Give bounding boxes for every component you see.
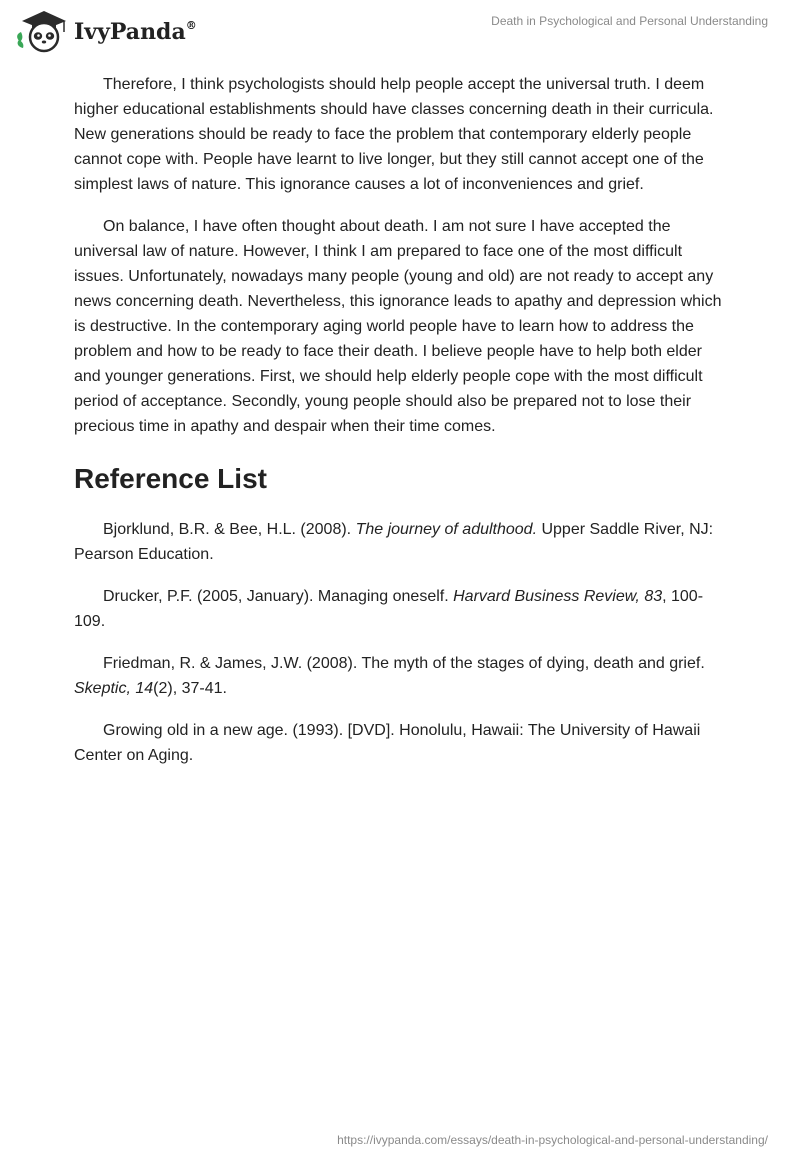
- reference-list-heading: Reference List: [74, 463, 267, 494]
- logo-text: IvyPanda: [74, 19, 186, 45]
- reference-text: Drucker, P.F. (2005, January). Managing oneself.: [103, 588, 454, 605]
- page-header: [0, 0, 800, 60]
- reference-title: Harvard Business Review, 83: [453, 588, 663, 605]
- reference-text: Upper Saddle River, NJ: Pearson Education.: [74, 521, 714, 563]
- ivypanda-logo[interactable]: [14, 8, 197, 54]
- reference-text: Growing old in a new age. (1993). [DVD]. Honolulu, Hawaii: The University of Hawaii Center on Aging.: [74, 722, 701, 764]
- panda-graduate-icon: [14, 8, 74, 54]
- reference-entry: [74, 651, 724, 701]
- reference-text: Bjorklund, B.R. & Bee, H.L. (2008).: [103, 521, 356, 538]
- reference-text: (2), 37-41.: [153, 680, 227, 697]
- reference-entry: [74, 517, 724, 567]
- reference-entry: [74, 718, 724, 768]
- essay-content: [74, 72, 724, 785]
- reference-entry: [74, 584, 724, 634]
- reference-title: Skeptic, 14: [74, 680, 154, 697]
- body-paragraph: Therefore, I think psychologists should help people accept the universal truth. I deem higher educational establishments should have classes concerning death in their curricula. New generations should be ready to face the problem that contemporary elderly people cannot cope with. People have learnt to live longer, but they still cannot accept one of the simplest laws of nature. This ignorance causes a lot of inconveniences and grief.: [74, 76, 714, 193]
- body-paragraph: On balance, I have often thought about death. I am not sure I have accepted the universal law of nature. However, I think I am prepared to face one of the most difficult issues. Unfortunately, nowadays many people (young and old) are not ready to accept any news concerning death. Nevertheless, this ignorance leads to apathy and depression which is destructive. In the contemporary aging world people have to learn how to address the problem and how to be ready to face their death. I believe people have to help both elder and younger generations. First, we should help elderly people cope with the most difficult period of acceptance. Secondly, young people should also be prepared not to lose their precious time in apathy and despair when their time comes.: [74, 218, 722, 435]
- registered-mark: ®: [185, 18, 197, 32]
- document-title: Death in Psychological and Personal Understanding: [491, 14, 768, 28]
- source-url-link[interactable]: https://ivypanda.com/essays/death-in-psychological-and-personal-understanding/: [337, 1133, 768, 1147]
- reference-text: Friedman, R. & James, J.W. (2008). The myth of the stages of dying, death and grief.: [103, 655, 705, 672]
- reference-title: The journey of adulthood.: [355, 521, 538, 538]
- reference-text: , 100-109.: [74, 588, 704, 630]
